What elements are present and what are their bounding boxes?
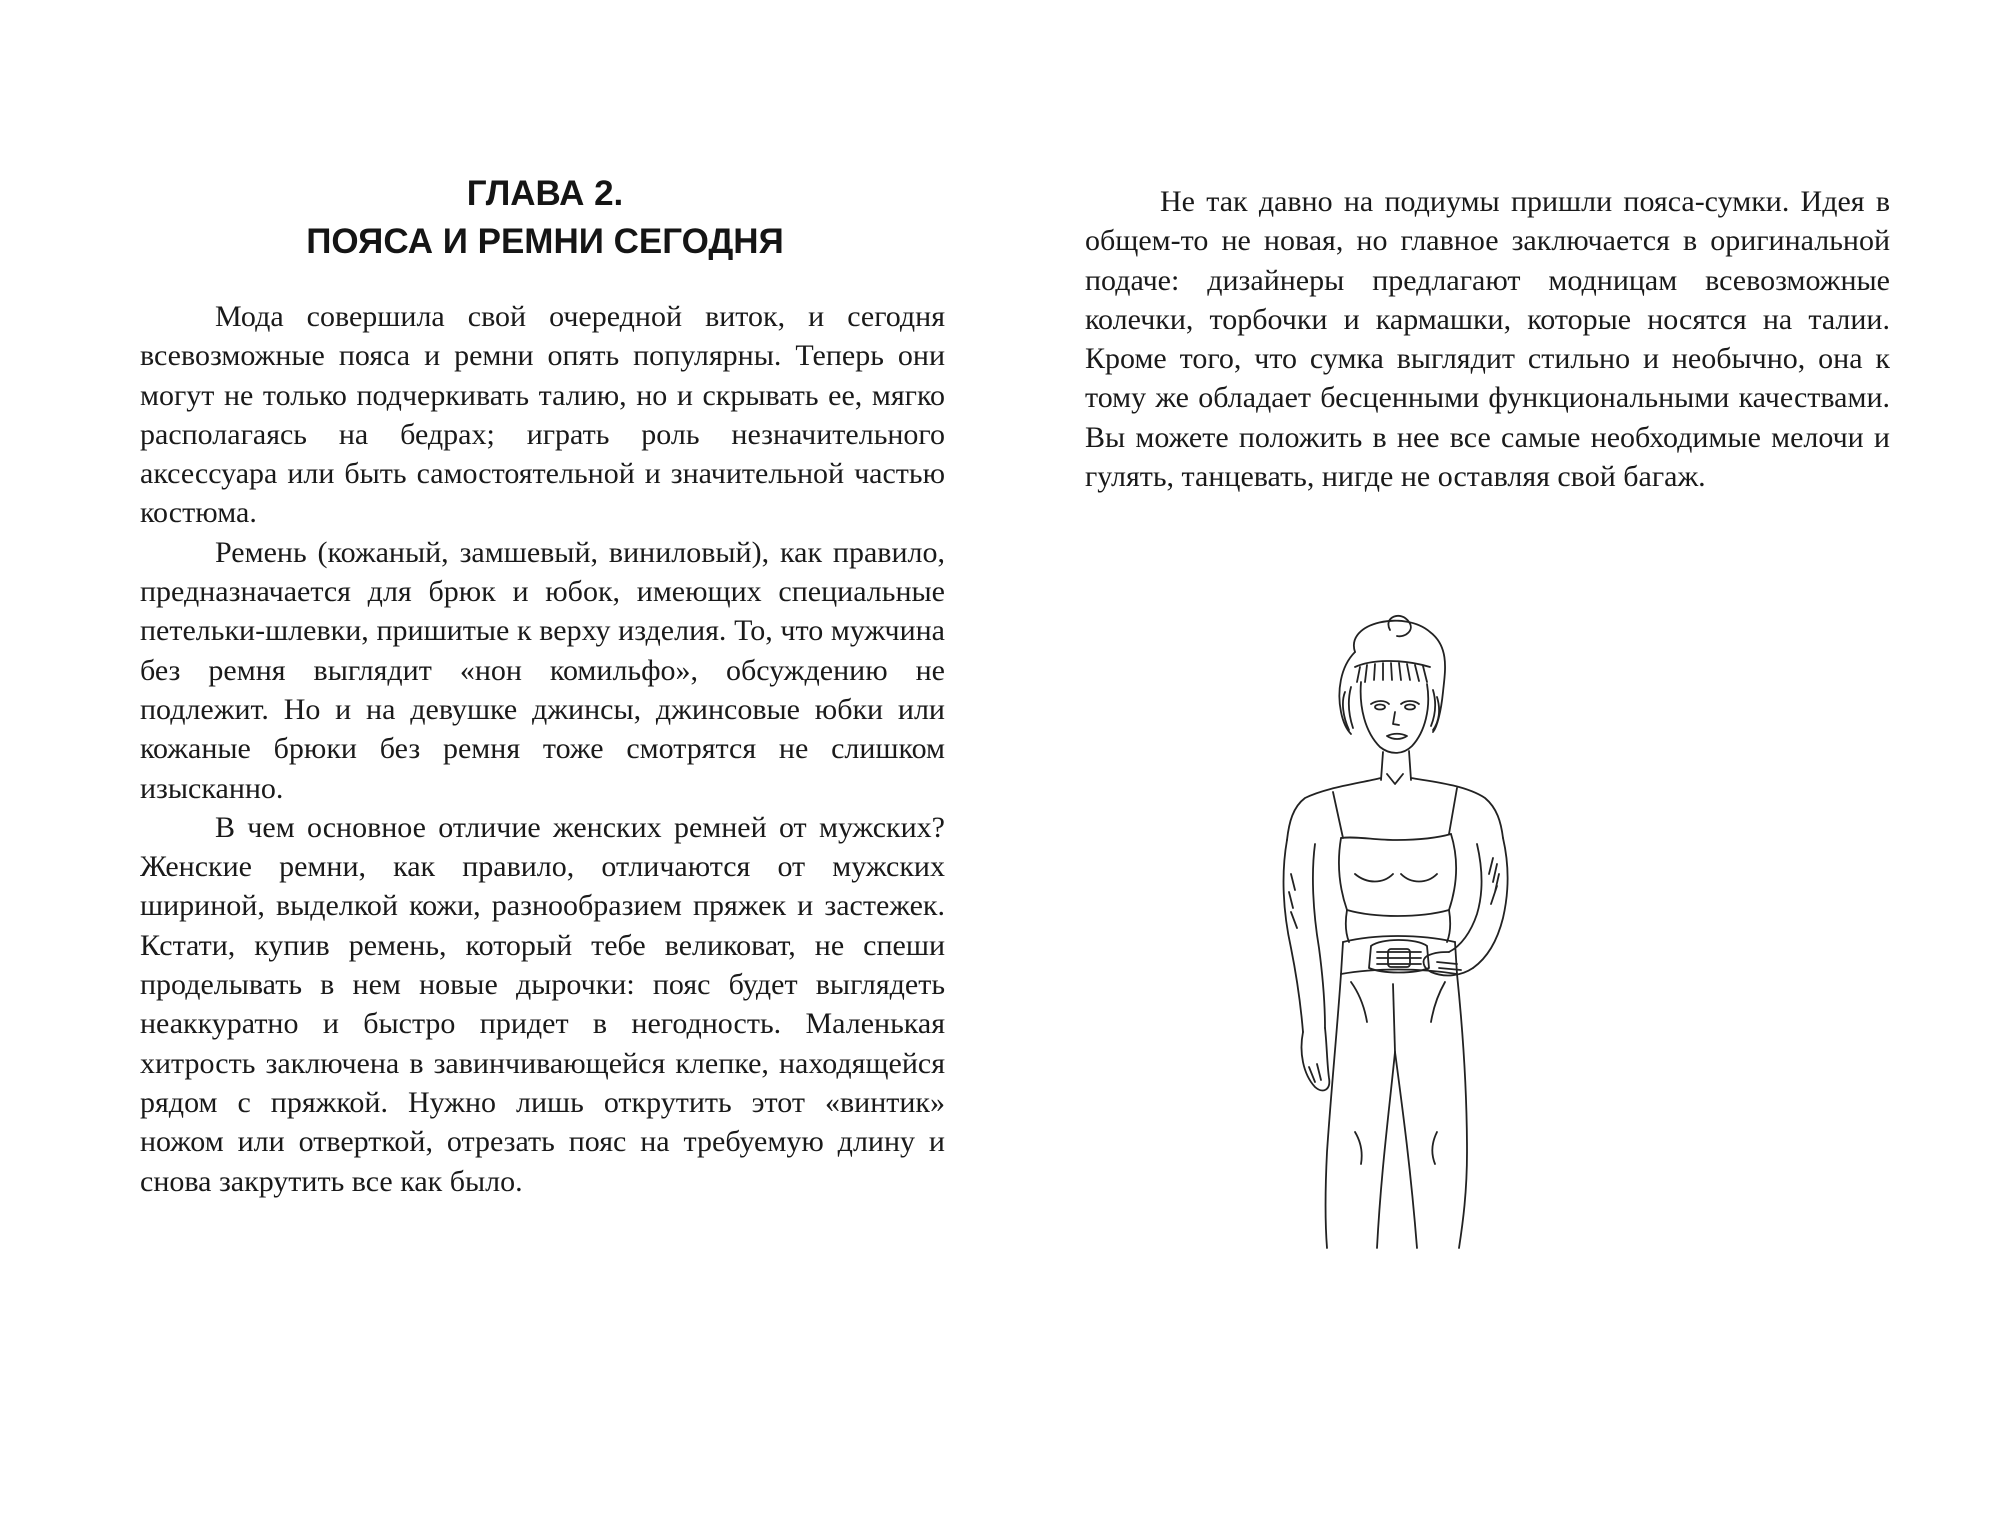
paragraph: Ремень (кожаный, замшевый, виниловый), как правило, предназначается для брюк и юбок, имеющих специальные петельки-шлевки, пришитые к верху изделия. То, что мужчина без ремня выглядит «нон комильфо», обсуждению не подлежит. Но и на девушке джинсы, джинсовые юбки или кожаные брюки без ремня тоже смотрятся не слишком изысканно. <box>140 535 945 805</box>
chapter-title: ПОЯСА И РЕМНИ СЕГОДНЯ <box>306 222 784 261</box>
woman-with-belt-bag-illustration <box>1205 612 1565 1252</box>
right-page <box>1000 0 2000 1523</box>
paragraph: В чем основное отличие женских ремней от мужских? Женские ремни, как правило, отличаются от мужских шириной, выделкой кожи, разнообразием пряжек и застежек. Кстати, купив ремень, который тебе великоват, не спеши проделывать в нем новые дырочки: пояс будет выглядеть неаккуратно и быстро придет в негодность. Маленькая хитрость заключена в завинчивающейся клепке, находящейся рядом с пряжкой. Нужно лишь открутить этот «винтик» ножом или отверткой, отрезать пояс на требуемую длину и снова закрутить все как было. <box>140 810 945 1198</box>
chapter-number: ГЛАВА 2. <box>466 174 624 213</box>
right-body-text <box>1085 182 1890 496</box>
chapter-heading <box>140 170 950 266</box>
paragraph: Мода совершила свой очередной виток, и сегодня всевозможные пояса и ремни опять популярны. Теперь они могут не только подчеркивать талию, но и скрывать ее, мягко располагаясь на бедрах; играть роль незначительного аксессуара или быть самостоятельной и значительной частью костюма. <box>140 300 945 530</box>
left-body-text <box>140 297 945 1201</box>
paragraph: Не так давно на подиумы пришли пояса-сумки. Идея в общем-то не новая, но главное заключается в оригинальной подаче: дизайнеры предлагают модницам всевозможные колечки, торбочки и кармашки, которые носятся на талии. Кроме того, что сумка выглядит стильно и необычно, она к тому же обладает бесценными функциональными качествами. Вы можете положить в нее все самые необходимые мелочи и гулять, танцевать, нигде не оставляя свой багаж. <box>1085 185 1890 494</box>
